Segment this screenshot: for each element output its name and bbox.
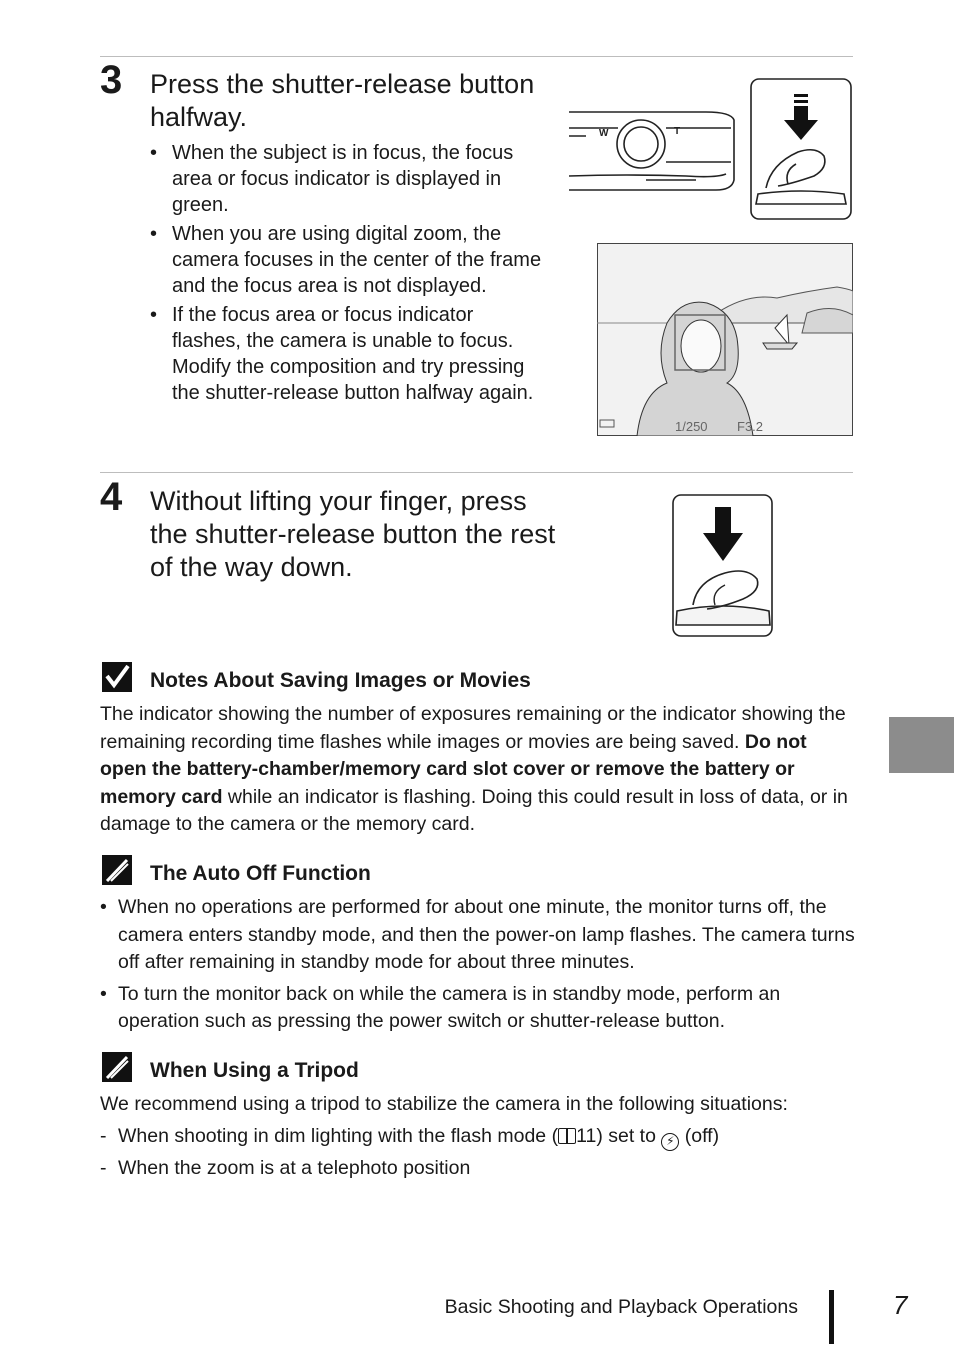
- note-saving-text: The indicator showing the number of exposures remaining or the indicator showing the remaining recording time flashes while images or movies are being saved. Do not open the battery-chamber/memory card slot cover or remove the battery or memory card while an indicator is flashing. Doing this could result in loss of data, or in damage to the camera or the memory card.: [100, 703, 848, 835]
- footer-divider: [829, 1290, 834, 1344]
- arrow-stripe-icon: [794, 100, 808, 103]
- arrow-down-icon: [784, 106, 818, 140]
- camera-top-illustration: [566, 76, 856, 224]
- note-saving-title: Notes About Saving Images or Movies: [150, 669, 531, 692]
- list-item: • When you are using digital zoom, the camera focuses in the center of the frame and the focus area is not displayed.: [150, 221, 545, 299]
- auto-off-bullets: [100, 894, 855, 1040]
- tripod-list: [100, 1123, 855, 1187]
- step-4-number: 4: [100, 475, 123, 519]
- zoom-wide-label: W: [599, 128, 609, 139]
- footer-section-title: Basic Shooting and Playback Operations: [444, 1296, 798, 1318]
- tripod-intro: We recommend using a tripod to stabilize the camera in the following situations:: [100, 1093, 788, 1115]
- list-item: • If the focus area or focus indicator flashes, the camera is unable to focus. Modify the composition and try pressing the shutter-release button halfway again.: [150, 302, 545, 406]
- list-item: - When shooting in dim lighting with the flash mode ( 11) set to ⚡ (off): [100, 1123, 855, 1151]
- list-item: • When no operations are performed for about one minute, the monitor turns off, the camera enters standby mode, and then the power-on lamp flashes. The camera turns off after remaining in standby mode for about three minutes.: [100, 894, 855, 977]
- note-tripod-title: When Using a Tripod: [150, 1059, 359, 1082]
- top-rule: [100, 56, 853, 57]
- step-3-number: 3: [100, 58, 123, 102]
- pencil-note-icon: [101, 854, 133, 886]
- arrow-stripe-icon: [794, 94, 808, 97]
- step-4-rule: [100, 472, 853, 473]
- shutter-press-illustration: [671, 493, 775, 639]
- list-item: - When the zoom is at a telephoto position: [100, 1155, 855, 1183]
- step-4-title: Without lifting your finger, press the shutter-release button the rest of the way down.: [150, 486, 556, 582]
- shutter-speed-readout: 1/250: [675, 419, 708, 434]
- list-item: • To turn the monitor back on while the camera is in standby mode, perform an operation such as pressing the power switch or shutter-release button.: [100, 981, 855, 1036]
- step-3-bullets: [150, 140, 545, 409]
- book-icon: [558, 1128, 576, 1144]
- caution-check-icon: [101, 661, 133, 693]
- note-auto-off-title: The Auto Off Function: [150, 862, 371, 885]
- chapter-tab: [889, 717, 954, 773]
- step-3-title: Press the shutter-release button halfway.: [150, 69, 535, 132]
- list-item: • When the subject is in focus, the focus area or focus indicator is displayed in green.: [150, 140, 545, 218]
- pencil-note-icon: [101, 1051, 133, 1083]
- page-number: 7: [893, 1290, 908, 1320]
- aperture-readout: F3.2: [737, 419, 764, 434]
- zoom-tele-label: T: [674, 126, 681, 137]
- flash-off-icon: ⚡: [661, 1133, 679, 1151]
- camera-screen-illustration: [597, 243, 853, 436]
